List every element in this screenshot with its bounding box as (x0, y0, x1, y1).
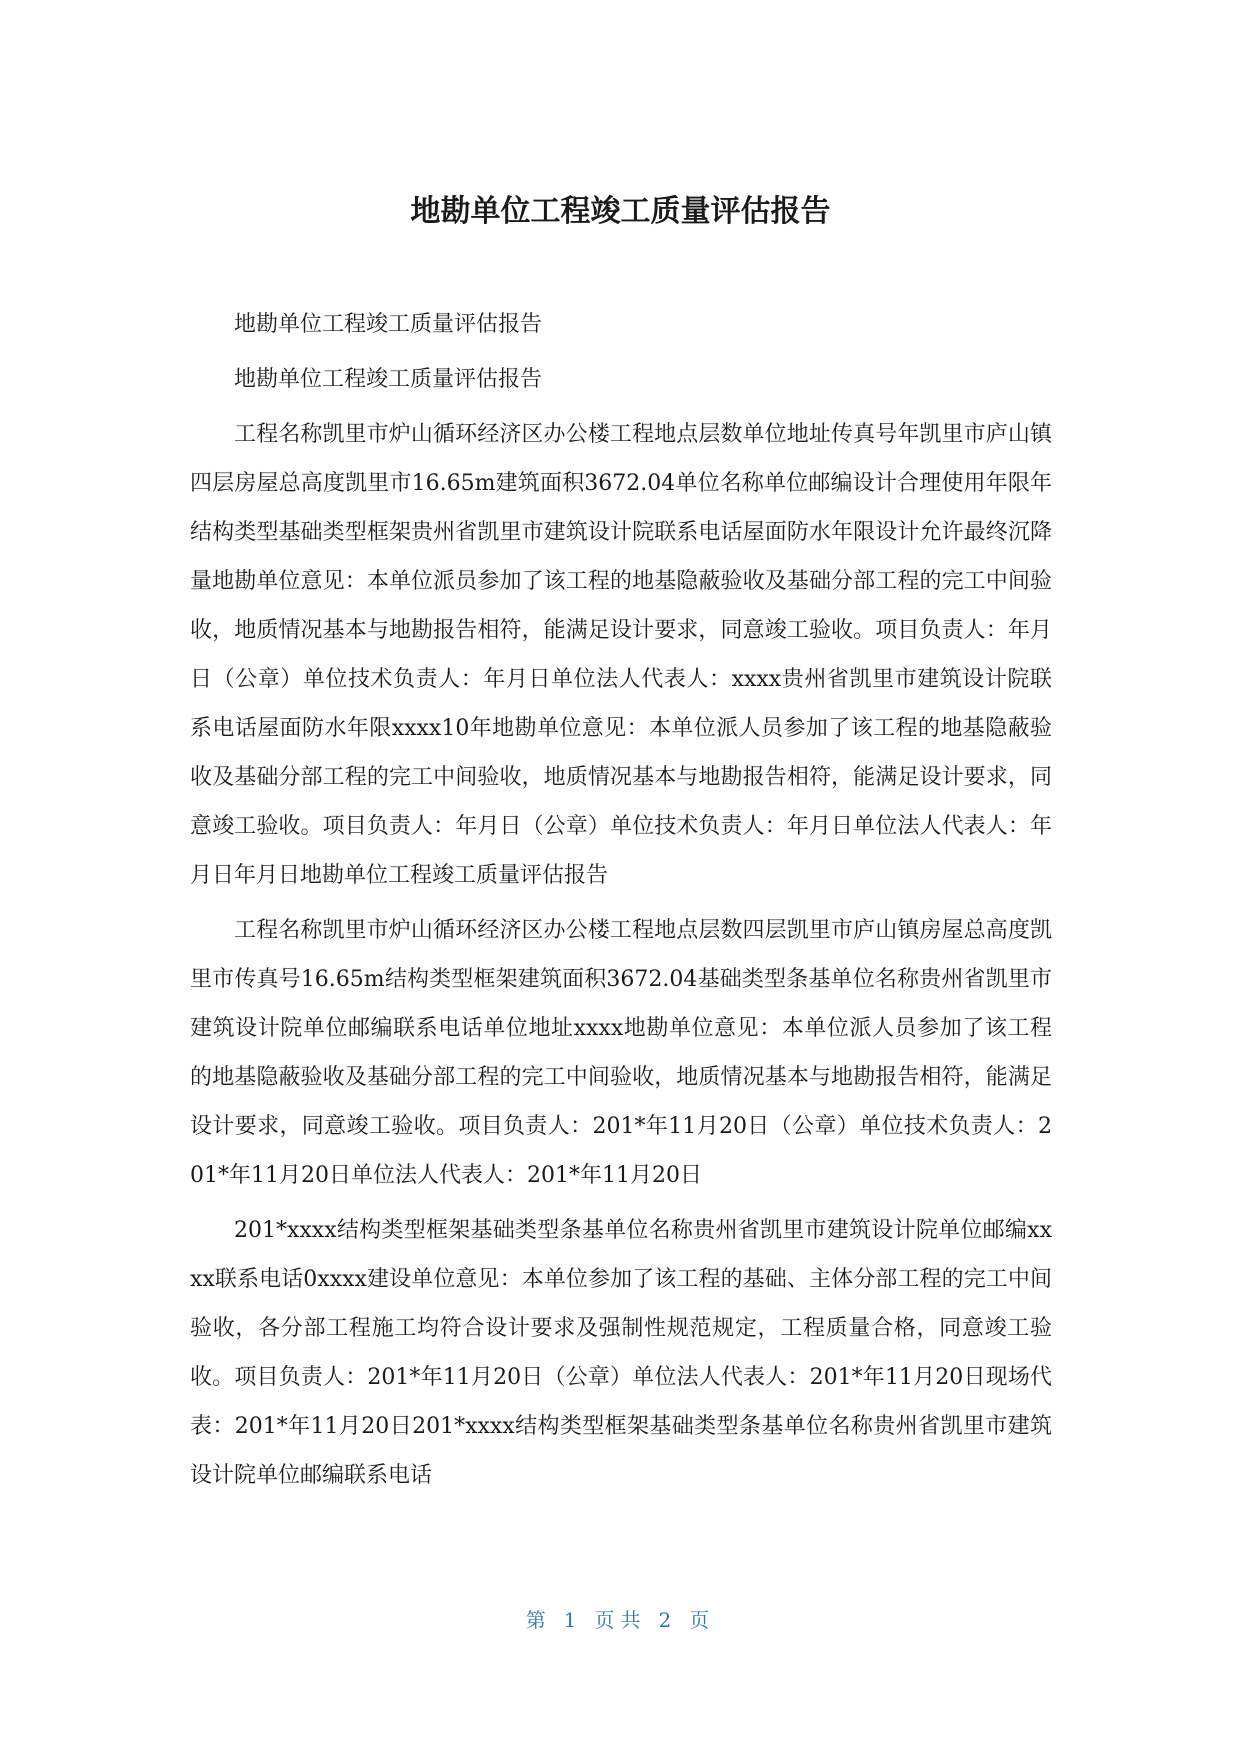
page-footer (0, 1604, 1241, 1633)
footer-middle: 页共 (594, 1608, 647, 1632)
footer-current-page: 1 (563, 1608, 583, 1632)
footer-prefix: 第 (525, 1608, 552, 1632)
paragraph-5: 201*xxxx结构类型框架基础类型条基单位名称贵州省凯里市建筑设计院单位邮编xxxx联系电话0xxxx建设单位意见：本单位参加了该工程的基础、主体分部工程的完工中间验收，各分部工程施工均符合设计要求及强制性规范规定，工程质量合格，同意竣工验收。项目负责人：201*年11月20日（公章）单位法人代表人：201*年11月20日现场代表：201*年11月20日201*xxxx结构类型框架基础类型条基单位名称贵州省凯里市建筑设计院单位邮编联系电话 (190, 1218, 1052, 1488)
document-body (190, 300, 1052, 1506)
footer-suffix: 页 (689, 1608, 716, 1632)
footer-total-pages: 2 (658, 1608, 678, 1632)
paragraph-3: 工程名称凯里市炉山循环经济区办公楼工程地点层数单位地址传真号年凯里市庐山镇四层房屋总高度凯里市16.65m建筑面积3672.04单位名称单位邮编设计合理使用年限年结构类型基础类型框架贵州省凯里市建筑设计院联系电话屋面防水年限设计允许最终沉降量地勘单位意见：本单位派员参加了该工程的地基隐蔽验收及基础分部工程的完工中间验收，地质情况基本与地勘报告相符，能满足设计要求，同意竣工验收。项目负责人：年月日（公章）单位技术负责人：年月日单位法人代表人：xxxx贵州省凯里市建筑设计院联系电话屋面防水年限xxxx10年地勘单位意见：本单位派人员参加了该工程的地基隐蔽验收及基础分部工程的完工中间验收，地质情况基本与地勘报告相符，能满足设计要求，同意竣工验收。项目负责人：年月日（公章）单位技术负责人：年月日单位法人代表人：年月日年月日地勘单位工程竣工质量评估报告 (190, 422, 1052, 888)
paragraph-4: 工程名称凯里市炉山循环经济区办公楼工程地点层数四层凯里市庐山镇房屋总高度凯里市传真号16.65m结构类型框架建筑面积3672.04基础类型条基单位名称贵州省凯里市建筑设计院单位邮编联系电话单位地址xxxx地勘单位意见：本单位派人员参加了该工程的地基隐蔽验收及基础分部工程的完工中间验收，地质情况基本与地勘报告相符，能满足设计要求，同意竣工验收。项目负责人：201*年11月20日（公章）单位技术负责人：201*年11月20日单位法人代表人：201*年11月20日 (190, 918, 1052, 1188)
paragraph-1: 地勘单位工程竣工质量评估报告 (234, 312, 543, 337)
paragraph-2: 地勘单位工程竣工质量评估报告 (234, 367, 543, 392)
document-title: 地勘单位工程竣工质量评估报告 (410, 194, 831, 229)
